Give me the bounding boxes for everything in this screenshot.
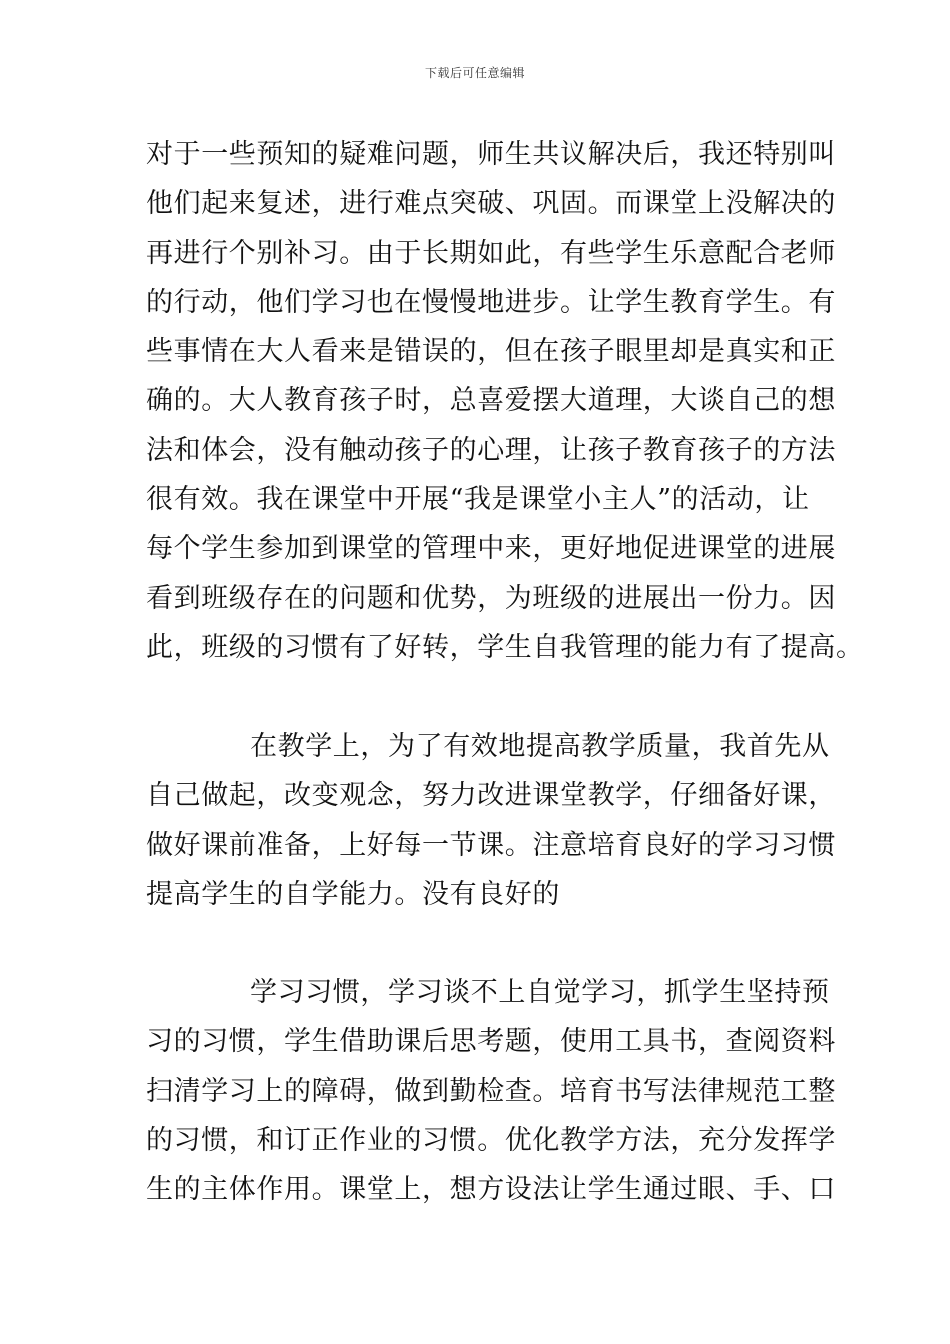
- paragraph-line: 他们起来复述，进行难点突破、巩固。而课堂上没解决的: [146, 188, 836, 220]
- paragraph-line: 习的习惯，学生借助课后思考题，使用工具书，查阅资料: [146, 1026, 836, 1058]
- paragraph-line: 些事情在大人看来是错误的，但在孩子眼里却是真实和正: [146, 336, 836, 368]
- paragraph-line: 每个学生参加到课堂的管理中来，更好地促进课堂的进展: [146, 533, 836, 565]
- paragraph-line: 的习惯，和订正作业的习惯。优化教学方法，充分发挥学: [146, 1124, 836, 1156]
- paragraph-line: 很有效。我在课堂中开展“我是课堂小主人”的活动，让: [146, 484, 810, 516]
- paragraph-2: [146, 722, 836, 919]
- paragraph-line: 生的主体作用。课堂上，想方设法让学生通过眼、手、口: [146, 1174, 836, 1206]
- paragraph-line: 扫清学习上的障碍，做到勤检查。培育书写法律规范工整: [146, 1075, 836, 1107]
- page-header: 下载后可任意编辑: [424, 66, 525, 80]
- paragraph-line: 再进行个别补习。由于长期如此，有些学生乐意配合老师: [146, 237, 836, 269]
- paragraph-line: 看到班级存在的问题和优势，为班级的进展出一份力。因: [146, 582, 836, 614]
- paragraph-line: 提高学生的自学能力。没有良好的: [146, 878, 560, 910]
- paragraph-first-line: 在教学上，为了有效地提高教学质量，我首先从: [250, 731, 830, 762]
- paragraph-3: [146, 968, 836, 1214]
- paragraph-line: 做好课前准备，上好每一节课。注意培育良好的学习习惯: [146, 829, 836, 861]
- paragraph-1: [146, 130, 864, 672]
- paragraph-line: 对于一些预知的疑难问题，师生共议解决后，我还特别叫: [146, 139, 836, 170]
- paragraph-line: 的行动，他们学习也在慢慢地进步。让学生教育学生。有: [146, 286, 836, 318]
- paragraph-first-line: 学习习惯，学习谈不上自觉学习，抓学生坚持预: [250, 977, 830, 1008]
- paragraph-line: 此，班级的习惯有了好转，学生自我管理的能力有了提高。: [146, 631, 864, 663]
- paragraph-line: 确的。大人教育孩子时，总喜爱摆大道理，大谈自己的想: [146, 385, 836, 417]
- paragraph-line: 法和体会，没有触动孩子的心理，让孩子教育孩子的方法: [146, 434, 836, 466]
- paragraph-line: 自己做起，改变观念，努力改进课堂教学，仔细备好课，: [146, 780, 836, 812]
